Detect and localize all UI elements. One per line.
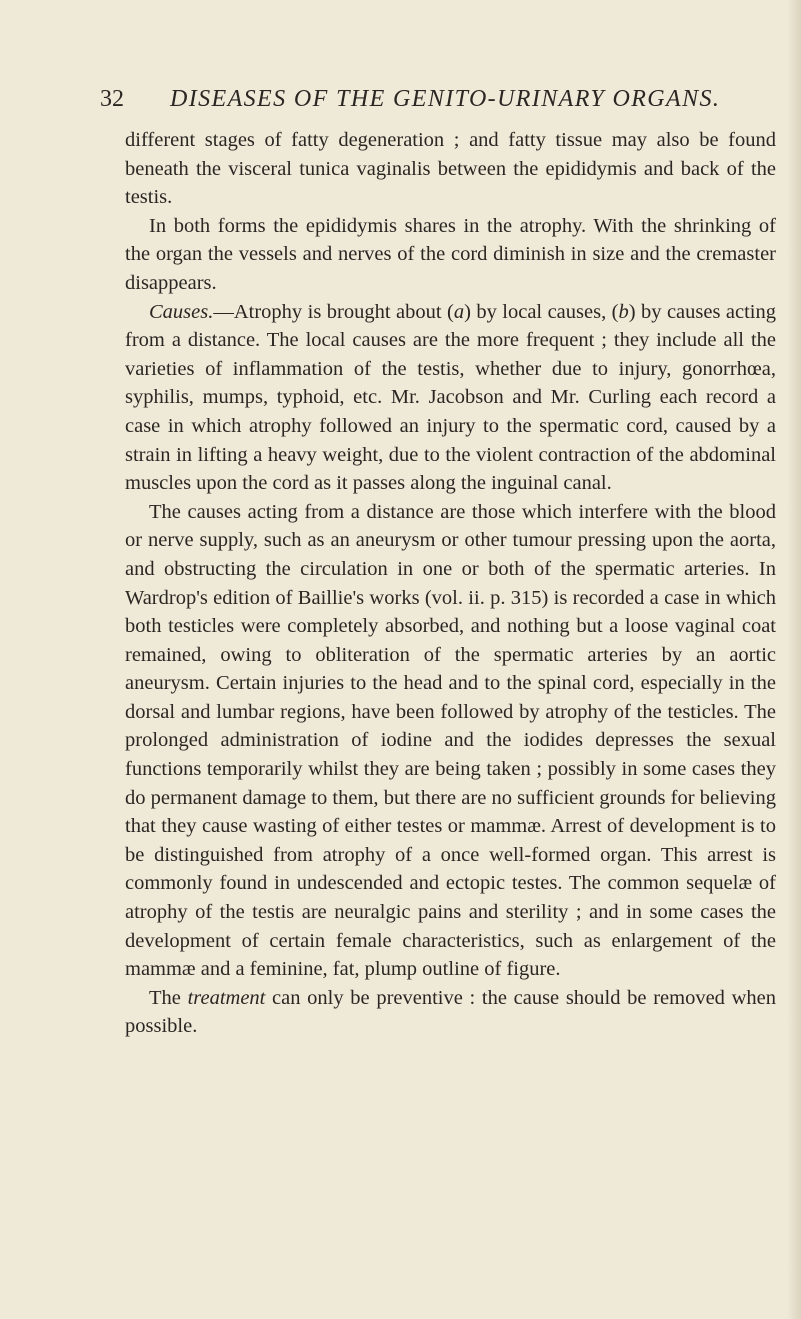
body-text xyxy=(125,126,776,1041)
treatment-heading: treatment xyxy=(187,986,266,1009)
page-edge-shadow xyxy=(787,0,801,1319)
paragraph-distant-causes: The causes acting from a distance are those which interfere with the blood or nerve supply, such as an aneurysm or other tumour pressing upon the aorta, and obstructing the circulation in one or both of the spermatic arteries. In Wardrop's edition of Baillie's works (vol. ii. p. 315) is recorded a case in which both testicles were completely absorbed, and nothing but a loose vaginal coat remained, owing to obliteration of the spermatic arteries by an aortic aneurysm. Certain injuries to the head and to the spinal cord, especially in the dorsal and lumbar regions, have been followed by atrophy of the testicles. The prolonged administration of iodine and the iodides depresses the sexual functions temporarily whilst they are being taken ; possibly in some cases they do permanent damage to them, but there are no sufficient grounds for believing that they cause wasting of either testes or mammæ. Arrest of development is to be distinguished from atrophy of a once well-formed organ. This arrest is commonly found in undescended and ectopic testes. The common sequelæ of atrophy of the testis are neuralgic pains and sterility ; and in some cases the development of certain female characteristics, such as enlargement of the mammæ and a feminine, fat, plump outline of figure. xyxy=(125,500,776,981)
page-number: 32 xyxy=(100,86,124,112)
paragraph-fatty-degeneration: different stages of fatty degeneration ; and fatty tissue may also be found beneath the visceral tunica vaginalis between the epididymis and back of the testis. xyxy=(125,129,776,209)
running-title: DISEASES OF THE GENITO-URINARY ORGANS. xyxy=(170,86,721,112)
paragraph-epididymis: In both forms the epididymis shares in the atrophy. With the shrinking of the organ the vessels and nerves of the cord diminish in size and the cremaster disappears. xyxy=(125,214,776,294)
paragraph-treatment: The treatment can only be preventive : the cause should be removed when possible. xyxy=(125,986,777,1038)
paragraph-causes: Causes.—Atrophy is brought about (a) by local causes, (b) by causes acting from a distance. The local causes are the more frequent ; they include all the varieties of inflammation of the testis, whether due to injury, gonorrhœa, syphilis, mumps, typhoid, etc. Mr. Jacobson and Mr. Curling each record a case in which atrophy followed an injury to the spermatic cord, caused by a strain in lifting a heavy weight, due to the violent contraction of the abdominal muscles upon the cord as it passes along the inguinal canal. xyxy=(125,300,776,495)
running-head xyxy=(100,84,782,114)
causes-heading: Causes. xyxy=(149,300,214,323)
